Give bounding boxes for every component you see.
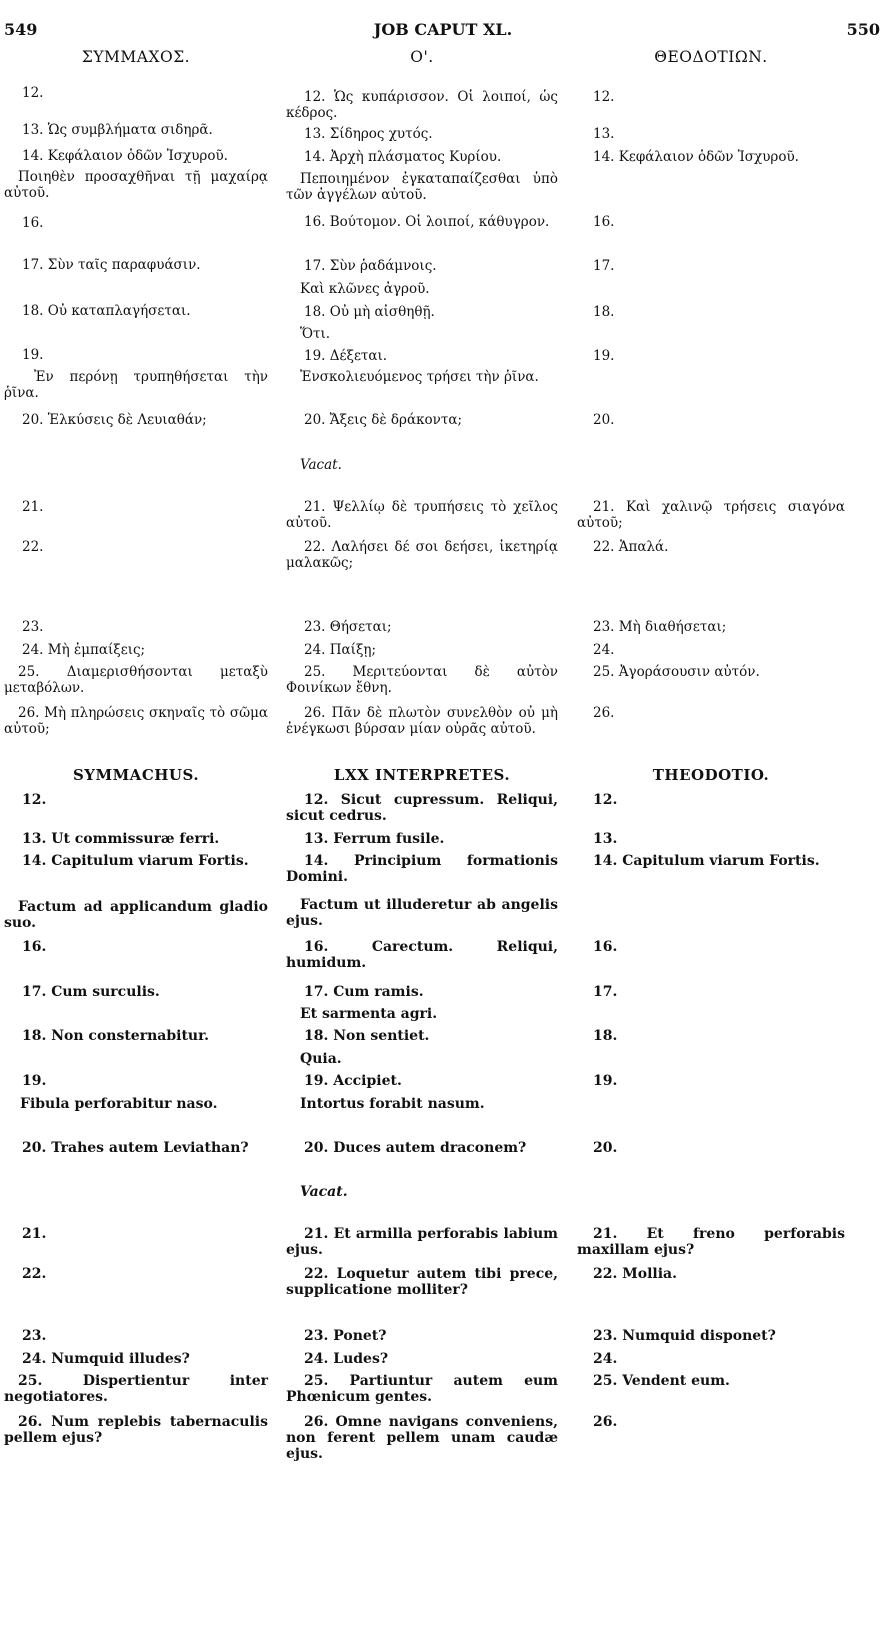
latin-theodotio-entry: 19. bbox=[593, 1073, 618, 1089]
latin-lxx-entry: 20. Duces autem draconem? bbox=[304, 1140, 527, 1156]
latin-symmachus-entry: 18. Non consternabitur. bbox=[22, 1028, 210, 1044]
greek-septuagint-entry: 17. Σὺν ῥαδάμνοις. bbox=[304, 258, 437, 274]
latin-lxx-entry: 18. Non sentiet. bbox=[304, 1028, 430, 1044]
greek-septuagint-entry: Πεποιημένον ἐγκαταπαίζεσθαι ὑπὸ τῶν ἀγγέλων αὐτοῦ. bbox=[286, 171, 558, 203]
latin-lxx-entry: Intortus forabit nasum. bbox=[300, 1096, 485, 1112]
latin-lxx-entry: 23. Ponet? bbox=[304, 1328, 387, 1344]
latin-lxx-entry: Factum ut illuderetur ab angelis ejus. bbox=[286, 897, 558, 929]
latin-lxx-entry: 25. Partiuntur autem eum Phœnicum gentes. bbox=[286, 1373, 558, 1405]
greek-septuagint-entry: Καὶ κλῶνες ἀγροῦ. bbox=[300, 281, 430, 297]
latin-symmachus-entry: 19. bbox=[22, 1073, 47, 1089]
greek-theodotion-entry: 19. bbox=[593, 348, 615, 364]
latin-symmachus-entry: 22. bbox=[22, 1266, 47, 1282]
greek-symmachus-entry: 12. bbox=[22, 85, 44, 101]
greek-theodotion-entry: 17. bbox=[593, 258, 615, 274]
greek-septuagint-entry: 19. Δέξεται. bbox=[304, 348, 388, 364]
greek-septuagint-entry: 26. Πᾶν δὲ πλωτὸν συνελθὸν οὐ μὴ ἐνέγκωσι βύρσαν μίαν οὐρᾶς αὐτοῦ. bbox=[286, 705, 558, 737]
latin-symmachus-entry: 13. Ut commissuræ ferri. bbox=[22, 831, 220, 847]
greek-septuagint-entry: 16. Βούτομον. Οἱ λοιποί, κάθυγρον. bbox=[304, 214, 550, 230]
page-number-right: 550 bbox=[846, 20, 880, 39]
latin-header-theodotio: THEODOTIO. bbox=[652, 766, 770, 784]
greek-symmachus-entry: 18. Οὐ καταπλαγήσεται. bbox=[22, 303, 191, 319]
greek-symmachus-entry: 23. bbox=[22, 619, 44, 635]
latin-theodotio-entry: 23. Numquid disponet? bbox=[593, 1328, 776, 1344]
greek-symmachus-entry: Ποιηθὲν προσαχθῆναι τῇ μαχαίρᾳ αὐτοῦ. bbox=[4, 169, 268, 201]
greek-symmachus-entry: 19. bbox=[22, 347, 44, 363]
latin-theodotio-entry: 13. bbox=[593, 831, 618, 847]
latin-theodotio-entry: 21. Et freno perforabis maxillam ejus? bbox=[577, 1226, 845, 1258]
greek-symmachus-entry: 13. Ὡς συμβλήματα σιδηρᾶ. bbox=[22, 122, 213, 138]
greek-septuagint-entry: 14. Ἀρχὴ πλάσματος Κυρίου. bbox=[304, 149, 502, 165]
latin-lxx-entry: 21. Et armilla perforabis labium ejus. bbox=[286, 1226, 558, 1258]
greek-theodotion-entry: 26. bbox=[593, 705, 615, 721]
greek-symmachus-entry: 26. Μὴ πληρώσεις σκηναῖς τὸ σῶμα αὐτοῦ; bbox=[4, 705, 268, 737]
greek-header-theodotion: ΘΕΟΔΟΤΙΩΝ. bbox=[654, 48, 768, 66]
greek-symmachus-entry: Ἐν περόνῃ τρυπηθήσεται τὴν ῥῖνα. bbox=[4, 369, 268, 401]
greek-theodotion-entry: 23. Μὴ διαθήσεται; bbox=[593, 619, 727, 635]
running-title: JOB CAPUT XL. bbox=[373, 20, 513, 39]
latin-symmachus-entry: 14. Capitulum viarum Fortis. bbox=[22, 853, 249, 869]
greek-theodotion-entry: 13. bbox=[593, 126, 615, 142]
greek-symmachus-entry: 22. bbox=[22, 539, 44, 555]
latin-lxx-entry: 16. Carectum. Reliqui, humidum. bbox=[286, 939, 558, 971]
latin-lxx-entry: 17. Cum ramis. bbox=[304, 984, 424, 1000]
latin-symmachus-entry: 16. bbox=[22, 939, 47, 955]
latin-lxx-entry: 26. Omne navigans conveniens, non ferent pellem unam caudæ ejus. bbox=[286, 1414, 558, 1462]
latin-theodotio-entry: 14. Capitulum viarum Fortis. bbox=[593, 853, 820, 869]
latin-theodotio-entry: 20. bbox=[593, 1140, 618, 1156]
latin-lxx-entry: 12. Sicut cupressum. Reliqui, sicut cedrus. bbox=[286, 792, 558, 824]
greek-septuagint-entry: 12. Ὡς κυπάρισσον. Οἱ λοιποί, ὡς κέδρος. bbox=[286, 89, 558, 121]
latin-theodotio-entry: 26. bbox=[593, 1414, 618, 1430]
greek-septuagint-entry: 24. Παίξῃ; bbox=[304, 642, 377, 658]
latin-theodotio-entry: 16. bbox=[593, 939, 618, 955]
latin-theodotio-entry: 24. bbox=[593, 1351, 618, 1367]
greek-septuagint-entry: 22. Λαλήσει δέ σοι δεήσει, ἱκετηρίᾳ μαλακῶς; bbox=[286, 539, 558, 571]
greek-theodotion-entry: 18. bbox=[593, 304, 615, 320]
greek-symmachus-entry: 24. Μὴ ἐμπαίξεις; bbox=[22, 642, 146, 658]
greek-header-symmachus: ΣΥΜΜΑΧΟΣ. bbox=[81, 48, 191, 66]
latin-lxx-entry: 14. Principium formationis Domini. bbox=[286, 853, 558, 885]
greek-septuagint-entry: Ὅτι. bbox=[300, 326, 331, 342]
greek-theodotion-entry: 14. Κεφάλαιον ὁδῶν Ἰσχυροῦ. bbox=[593, 149, 799, 165]
greek-septuagint-entry: 21. Ψελλίῳ δὲ τρυπήσεις τὸ χεῖλος αὐτοῦ. bbox=[286, 499, 558, 531]
latin-lxx-entry: 22. Loquetur autem tibi prece, supplicatione molliter? bbox=[286, 1266, 558, 1298]
greek-theodotion-entry: 20. bbox=[593, 412, 615, 428]
latin-lxx-entry: 19. Accipiet. bbox=[304, 1073, 402, 1089]
greek-theodotion-entry: 21. Καὶ χαλινῷ τρήσεις σιαγόνα αὐτοῦ; bbox=[577, 499, 845, 531]
greek-theodotion-entry: 24. bbox=[593, 642, 615, 658]
latin-theodotio-entry: 12. bbox=[593, 792, 618, 808]
greek-septuagint-entry: 18. Οὐ μὴ αἰσθηθῇ. bbox=[304, 304, 435, 320]
greek-symmachus-entry: 17. Σὺν ταῖς παραφυάσιν. bbox=[22, 257, 201, 273]
greek-symmachus-entry: 16. bbox=[22, 215, 44, 231]
latin-symmachus-entry: 23. bbox=[22, 1328, 47, 1344]
latin-theodotio-entry: 17. bbox=[593, 984, 618, 1000]
greek-symmachus-entry: 25. Διαμερισθήσονται μεταξὺ μεταβόλων. bbox=[4, 664, 268, 696]
latin-symmachus-entry: 26. Num replebis tabernaculis pellem ejus? bbox=[4, 1414, 268, 1446]
greek-theodotion-entry: 16. bbox=[593, 214, 615, 230]
latin-symmachus-entry: 12. bbox=[22, 792, 47, 808]
latin-symmachus-entry: Fibula perforabitur naso. bbox=[20, 1096, 218, 1112]
greek-symmachus-entry: 21. bbox=[22, 499, 44, 515]
latin-header-symmachus: SYMMACHUS. bbox=[72, 766, 200, 784]
greek-septuagint-entry: 25. Μεριτεύονται δὲ αὐτὸν Φοινίκων ἔθνη. bbox=[286, 664, 558, 696]
latin-theodotio-entry: 25. Vendent eum. bbox=[593, 1373, 730, 1389]
latin-header-lxx: LXX INTERPRETES. bbox=[333, 766, 511, 784]
running-head bbox=[0, 20, 886, 42]
latin-theodotio-entry: 22. Mollia. bbox=[593, 1266, 677, 1282]
latin-symmachus-entry: Factum ad applicandum gladio suo. bbox=[4, 899, 268, 931]
greek-theodotion-entry: 22. Ἁπαλά. bbox=[593, 539, 669, 555]
greek-theodotion-entry: 12. bbox=[593, 89, 615, 105]
greek-septuagint-entry: 20. Ἄξεις δὲ δράκοντα; bbox=[304, 412, 462, 428]
latin-lxx-vacat: Vacat. bbox=[300, 1184, 348, 1200]
greek-symmachus-entry: 14. Κεφάλαιον ὁδῶν Ἰσχυροῦ. bbox=[22, 148, 228, 164]
greek-septuagint-vacat: Vacat. bbox=[300, 457, 342, 473]
greek-septuagint-entry: 23. Θήσεται; bbox=[304, 619, 392, 635]
latin-lxx-entry: 13. Ferrum fusile. bbox=[304, 831, 445, 847]
latin-symmachus-entry: 20. Trahes autem Leviathan? bbox=[22, 1140, 249, 1156]
page-number-left: 549 bbox=[4, 20, 38, 39]
greek-septuagint-entry: 13. Σίδηρος χυτός. bbox=[304, 126, 433, 142]
greek-theodotion-entry: 25. Ἀγοράσουσιν αὐτόν. bbox=[593, 664, 760, 680]
latin-lxx-entry: 24. Ludes? bbox=[304, 1351, 389, 1367]
latin-theodotio-entry: 18. bbox=[593, 1028, 618, 1044]
latin-symmachus-entry: 17. Cum surculis. bbox=[22, 984, 160, 1000]
latin-symmachus-entry: 21. bbox=[22, 1226, 47, 1242]
latin-lxx-entry: Et sarmenta agri. bbox=[300, 1006, 438, 1022]
latin-symmachus-entry: 24. Numquid illudes? bbox=[22, 1351, 190, 1367]
greek-header-septuagint: Ο'. bbox=[410, 48, 434, 66]
latin-lxx-entry: Quia. bbox=[300, 1051, 342, 1067]
greek-septuagint-entry: Ἐνσκολιευόμενος τρήσει τὴν ῥῖνα. bbox=[300, 369, 539, 385]
latin-symmachus-entry: 25. Dispertientur inter negotiatores. bbox=[4, 1373, 268, 1405]
greek-symmachus-entry: 20. Ἑλκύσεις δὲ Λευιαθάν; bbox=[22, 412, 207, 428]
